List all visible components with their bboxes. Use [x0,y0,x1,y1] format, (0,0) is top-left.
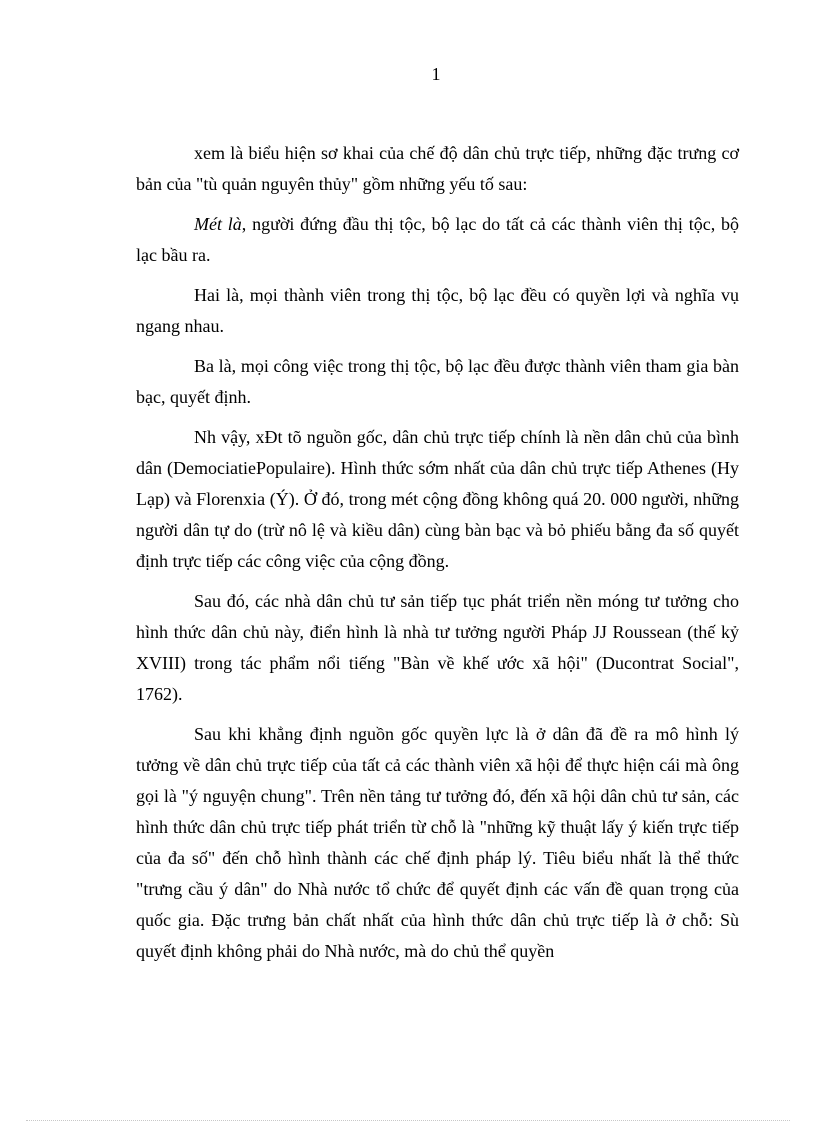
paragraph-6: Sau đó, các nhà dân chủ tư sản tiếp tục phát triển nền móng tư tưởng cho hình thức dân chủ này, điển hình là nhà tư tưởng người Pháp JJ Roussean (thế kỷ XVIII) trong tác phẩm nổi tiếng "Bàn về khế ước xã hội" (Ducontrat Social", 1762). [136,591,739,704]
paragraph-7: Sau khi khẳng định nguồn gốc quyền lực là ở dân đã đề ra mô hình lý tưởng về dân chủ trực tiếp của tất cả các thành viên xã hội để thực hiện cái mà ông gọi là "ý nguyện chung". Trên nền tảng tư tưởng đó, đến xã hội dân chủ tư sản, các hình thức dân chủ trực tiếp phát triển từ chỗ là "những kỹ thuật lấy ý kiến trực tiếp của đa số" đến chỗ hình thành các chế định pháp lý. Tiêu biểu nhất là thể thức "trưng cầu ý dân" do Nhà nước tổ chức để quyết định các vấn đề quan trọng của quốc gia. Đặc trưng bản chất nhất của hình thức dân chủ trực tiếp là ở chỗ: Sù quyết định không phải do Nhà nước, mà do chủ thể quyền [136,724,739,961]
footer-divider [26,1120,790,1121]
paragraph-5: Nh vậy, xĐt tõ nguồn gốc, dân chủ trực tiếp chính là nền dân chủ của bình dân (DemociatiePopulaire). Hình thức sớm nhất của dân chủ trực tiếp Athenes (Hy Lạp) và Florenxia (Ý). Ở đó, trong mét cộng đồng không quá 20. 000 người, những người dân tự do (trừ nô lệ và kiều dân) cùng bàn bạc và bỏ phiếu bằng đa số quyết định trực tiếp các công việc của cộng đồng. [136,427,739,571]
document-body [136,138,739,976]
paragraph-2-text: , người đứng đầu thị tộc, bộ lạc do tất cả các thành viên thị tộc, bộ lạc bầu ra. [136,214,739,265]
paragraph-1: xem là biểu hiện sơ khai của chế độ dân chủ trực tiếp, những đặc trưng cơ bản của "tù quản nguyên thủy" gồm những yếu tố sau: [136,143,739,194]
paragraph-4: Ba là, mọi công việc trong thị tộc, bộ lạc đều được thành viên tham gia bàn bạc, quyết định. [136,356,739,407]
paragraph-3: Hai là, mọi thành viên trong thị tộc, bộ lạc đều có quyền lợi và nghĩa vụ ngang nhau. [136,285,739,336]
paragraph-2-lead: Mét là [194,214,242,234]
paragraph-2 [136,209,739,271]
page-number: 1 [431,64,441,84]
